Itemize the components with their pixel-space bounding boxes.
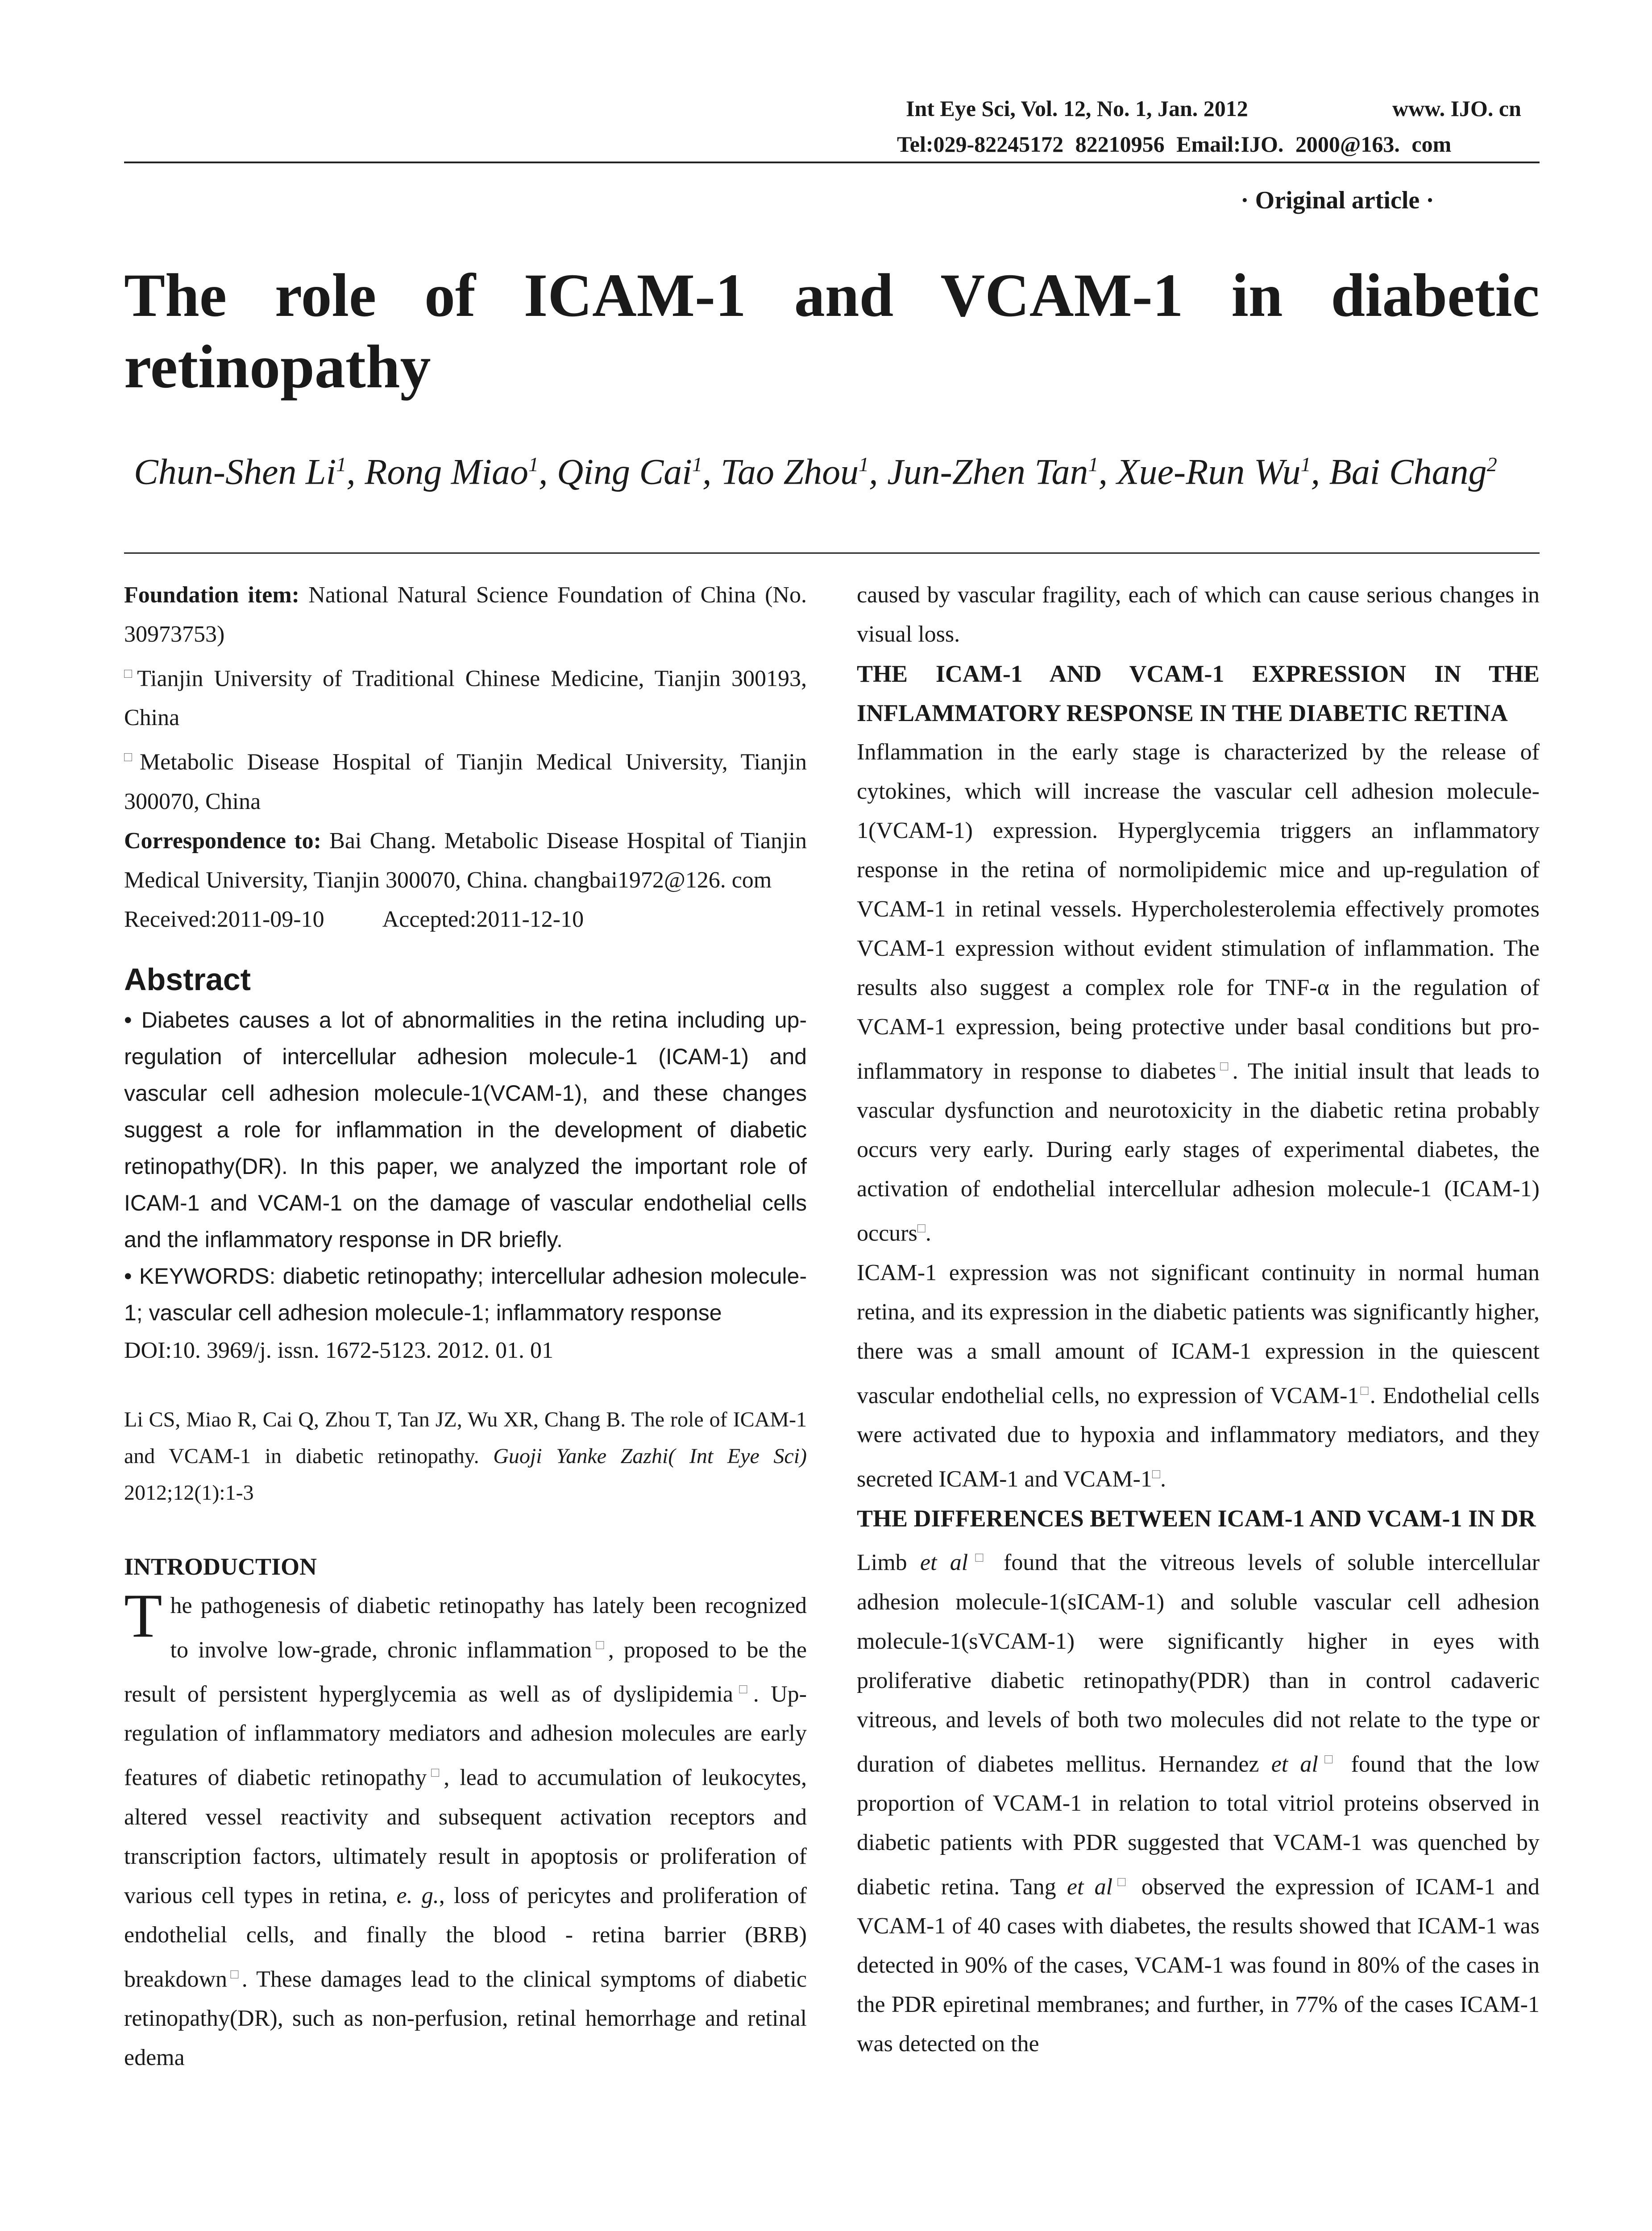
header-rule: [124, 162, 1540, 163]
journal-contact: Tel:029-82245172 82210956 Email:IJO. 2000@163. com: [897, 132, 1452, 157]
right-column: [857, 576, 1540, 2064]
keywords: • KEYWORDS: diabetic retinopathy; intercellular adhesion molecule-1; vascular cell adhesion molecule-1; inflammatory response: [124, 1263, 807, 1325]
author-list: Chun-Shen Li$^1$, Rong Miao$^1$, Qing Cai$^1$, Tao Zhou$^1$, Jun-Zhen Tan$^1$, Xue-Run Wu$^1$, Bai Chang$^2$: [134, 451, 1497, 492]
citation: Li CS, Miao R, Cai Q, Zhou T, Tan JZ, Wu XR, Chang B. The role of ICAM-1 and VCAM-1 in diabetic retinopathy. Guoji Yanke Zazhi( Int Eye Sci) 2012;12(1):1-3: [124, 1407, 807, 1505]
affiliation-1: □Tianjin University of Traditional Chinese Medicine, Tianjin 300193, China: [124, 666, 807, 731]
intro-paragraph: The pathogenesis of diabetic retinopathy has lately been recognized to involve low-grade, chronic inflammation□, proposed to be the result of persistent hyperglycemia as well as of dyslipidemia□. Up-regulation of inflammatory mediators and adhesion molecules are early features of diabetic retinopathy□, lead to accumulation of leukocytes, altered vessel reactivity and subsequent activation receptors and transcription factors, ultimately result in apoptosis or proliferation of various cell types in retina, e. g., loss of pericytes and proliferation of endothelial cells, and finally the blood - retina barrier (BRB) breakdown□. These damages lead to the clinical symptoms of diabetic retinopathy(DR), such as non-perfusion, retinal hemorrhage and retinal edema: [124, 1581, 807, 2070]
continued-text: caused by vascular fragility, each of which can cause serious changes in visual loss.: [857, 582, 1540, 647]
affiliation-2: □Metabolic Disease Hospital of Tianjin Medical University, Tianjin 300070, China: [124, 749, 807, 814]
abstract-text: • Diabetes causes a lot of abnormalities in the retina including up-regulation of intercellular adhesion molecule-1 (ICAM-1) and vascular cell adhesion molecule-1(VCAM-1), and these changes suggest a role for inflammation in the development of diabetic retinopathy(DR). In this paper, we analyzed the important role of ICAM-1 and VCAM-1 on the damage of vascular endothelial cells and the inflammatory response in DR briefly.: [124, 1007, 807, 1252]
drop-cap: T: [124, 1581, 162, 1650]
author-name: Rong Miao: [365, 451, 528, 492]
intro-heading: INTRODUCTION: [124, 1553, 317, 1580]
journal-website: www. IJO. cn: [1392, 96, 1521, 121]
foundation-item: Foundation item: National Natural Science Foundation of China (No. 30973753): [124, 582, 807, 647]
author-rule: [124, 552, 1540, 554]
journal-line: Int Eye Sci, Vol. 12, No. 1, Jan. 2012: [906, 96, 1248, 121]
section-2-paragraph: Limb et al□ found that the vitreous levels of soluble intercellular adhesion molecule-1(sICAM-1) and soluble vascular cell adhesion molecule-1(sVCAM-1) were significantly higher in eyes with proliferative diabetic retinopathy(PDR) than in control cadaveric vitreous, and levels of both two molecules did not relate to the type or duration of diabetes mellitus. Hernandez et al□ found that the low proportion of VCAM-1 in relation to total vitriol proteins observed in diabetic patients with PDR suggested that VCAM-1 was quenched by diabetic retina. Tang et al□ observed the expression of ICAM-1 and VCAM-1 of 40 cases with diabetes, the results showed that ICAM-1 was detected in 90% of the cases, VCAM-1 was found in 80% of the cases in the PDR epiretinal membranes; and further, in 77% of the cases ICAM-1 was detected on the: [857, 1550, 1540, 2057]
author-name: Xue-Run Wu: [1117, 451, 1301, 492]
section-heading-2: THE DIFFERENCES BETWEEN ICAM-1 AND VCAM-1 IN DR: [857, 1505, 1536, 1532]
author-name: Tao Zhou: [720, 451, 859, 492]
author-name: Jun-Zhen Tan: [887, 451, 1088, 492]
article-type: · Original article ·: [1241, 187, 1434, 214]
section-1-paragraph-2: ICAM-1 expression was not significant continuity in normal human retina, and its expression in the diabetic patients was significantly higher, there was a small amount of ICAM-1 expression in the quiescent vascular endothelial cells, no expression of VCAM-1□. Endothelial cells were activated due to hypoxia and inflammatory mediators, and they secreted ICAM-1 and VCAM-1□.: [857, 1260, 1540, 1492]
correspondence: Correspondence to: Bai Chang. Metabolic Disease Hospital of Tianjin Medical University, Tianjin 300070, China. changbai1972@126. com: [124, 828, 807, 893]
author-name: Qing Cai: [556, 451, 692, 492]
author-name: Bai Chang: [1329, 451, 1487, 492]
abstract-heading: Abstract: [124, 962, 251, 997]
author-name: Chun-Shen Li: [134, 451, 336, 492]
section-heading-1: THE ICAM-1 AND VCAM-1 EXPRESSION IN THE INFLAMMATORY RESPONSE IN THE DIABETIC RETINA: [857, 660, 1540, 726]
doi: DOI:10. 3969/j. issn. 1672-5123. 2012. 01. 01: [124, 1337, 553, 1363]
article-title: The role of ICAM-1 and VCAM-1 in diabetic retinopathy: [124, 261, 1540, 401]
left-column: [124, 576, 807, 2078]
dates: Received:2011-09-10 Accepted:2011-12-10: [124, 906, 584, 932]
section-1-paragraph-1: Inflammation in the early stage is characterized by the release of cytokines, which will increase the vascular cell adhesion molecule-1(VCAM-1) expression. Hyperglycemia triggers an inflammatory response in the retina of normolipidemic mice and up-regulation of VCAM-1 in retinal vessels. Hypercholesterolemia effectively promotes VCAM-1 expression without evident stimulation of inflammation. The results also suggest a complex role for TNF-α in the regulation of VCAM-1 expression, being protective under basal conditions but pro-inflammatory in response to diabetes□. The initial insult that leads to vascular dysfunction and neurotoxicity in the diabetic retina probably occurs very early. During early stages of experimental diabetes, the activation of endothelial intercellular adhesion molecule-1 (ICAM-1) occurs□.: [857, 739, 1540, 1246]
